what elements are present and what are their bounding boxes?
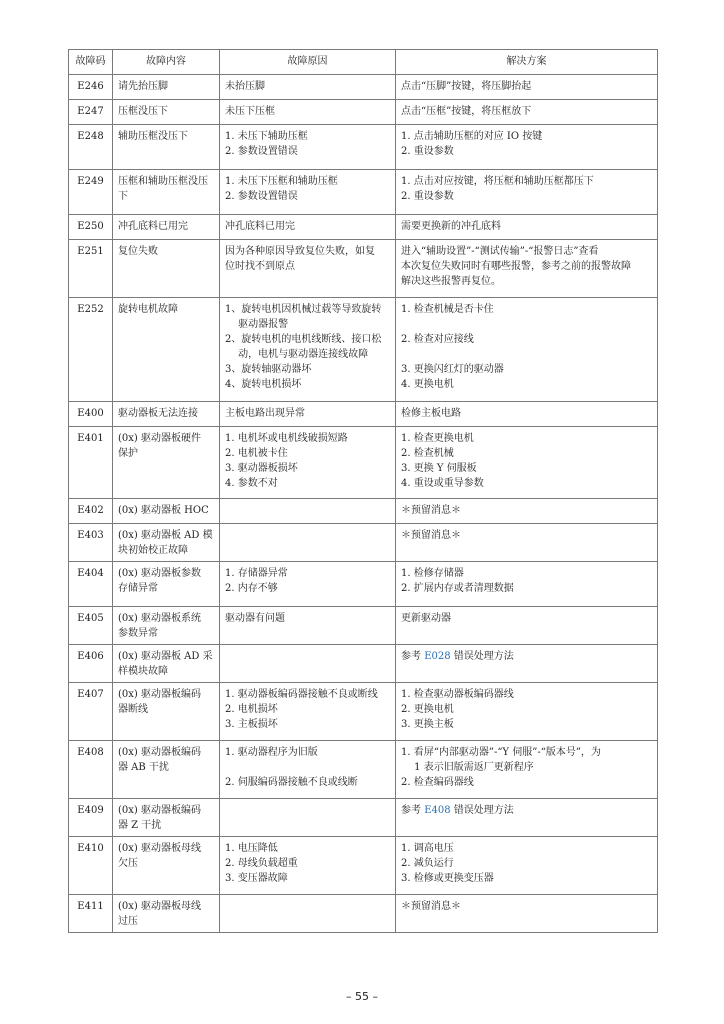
solution-line: 2. 检查对应接线 [401,334,474,345]
table-row [69,837,658,895]
content-line: (0x) 驱动器板母线 [118,901,201,912]
cause-line: 2. 内存不够 [225,583,278,594]
fault-code-cell: E411 [69,895,113,933]
solution-line: 3. 更换主板 [401,719,454,730]
fault-cause-cell [220,645,396,683]
solution-cell [396,683,658,741]
error-reference-link[interactable]: E408 [424,805,451,816]
solution-line [401,649,652,664]
fault-cause-cell [220,524,396,562]
cause-line: 2、旋转电机的电机线断线、接口松 [225,334,382,345]
cause-line: 位时找不到原点 [225,261,295,272]
table-row [69,499,658,524]
solution-line: 3. 更换闪红灯的驱动器 [401,364,504,375]
cause-line: 2. 电机被卡住 [225,448,288,459]
fault-content-cell [113,170,220,215]
solution-cell [396,100,658,125]
fault-code-cell: E403 [69,524,113,562]
table-row [69,402,658,427]
cause-line: 1. 电机坏或电机线破损短路 [225,433,348,444]
content-line: (0x) 驱动器板编码 [118,747,201,758]
cause-line: 主板电路出现异常 [225,408,305,419]
solution-line: 需要更换新的冲孔底料 [401,221,501,232]
cause-line: 4. 参数不对 [225,478,278,489]
fault-content-cell [113,837,220,895]
content-line: 旋转电机故障 [118,304,178,315]
header-fault-content: 故障内容 [113,50,220,75]
solution-line: 点击“压脚”按键，将压脚抬起 [401,81,532,92]
solution-line: 2. 检查编码器线 [401,777,474,788]
fault-content-cell [113,799,220,837]
table-row [69,683,658,741]
content-line: (0x) 驱动器板母线 [118,843,201,854]
solution-line: ＊预留消息＊ [401,505,461,516]
content-line: (0x) 驱动器板编码 [118,689,201,700]
fault-content-cell [113,75,220,100]
solution-cell [396,125,658,170]
solution-line: 2. 检查机械 [401,448,454,459]
fault-code-cell: E252 [69,298,113,402]
solution-line: ＊预留消息＊ [401,901,461,912]
cause-line [225,760,390,775]
table-row [69,895,658,933]
table-row [69,298,658,402]
fault-code-cell: E405 [69,607,113,645]
fault-content-cell [113,240,220,298]
solution-cell [396,562,658,607]
reference-text: 错误处理方法 [450,651,514,662]
reference-text: 参考 [401,805,425,816]
solution-line: 2. 重设参数 [401,191,454,202]
fault-cause-cell [220,402,396,427]
fault-content-cell [113,100,220,125]
table-row [69,427,658,499]
fault-content-cell [113,645,220,683]
fault-code-cell: E400 [69,402,113,427]
cause-line: 因为各种原因导致复位失败，如复 [225,246,375,257]
solution-line: 更新驱动器 [401,613,451,624]
table-row [69,170,658,215]
table-row [69,100,658,125]
solution-line: 2. 重设参数 [401,146,454,157]
solution-cell [396,402,658,427]
cause-line: 2. 母线负载超重 [225,858,298,869]
fault-content-cell [113,741,220,799]
cause-line: 动，电机与驱动器连接线故障 [225,349,369,360]
solution-cell [396,741,658,799]
cause-line: 3. 主板损坏 [225,719,278,730]
content-line: 器 Z 干扰 [118,820,162,831]
cause-line: 1、旋转电机因机械过载等导致旋转 [225,304,382,315]
fault-content-cell [113,125,220,170]
cause-line: 3. 驱动器板损坏 [225,463,298,474]
solution-cell [396,799,658,837]
cause-line: 1. 驱动器板编码器接触不良或断线 [225,689,378,700]
page-number: – 55 – [346,990,378,1003]
fault-cause-cell [220,125,396,170]
content-line: 辅助压框没压下 [118,131,188,142]
content-line: (0x) 驱动器板系统 [118,613,201,624]
content-line: 参数异常 [118,628,158,639]
cause-line: 2. 参数设置错误 [225,191,298,202]
solution-cell [396,75,658,100]
content-line: 驱动器板无法连接 [118,408,198,419]
fault-cause-cell [220,837,396,895]
cause-line: 1. 未压下压框和辅助压框 [225,176,338,187]
fault-cause-cell [220,799,396,837]
fault-code-table [68,49,658,933]
solution-cell [396,524,658,562]
cause-line: 4、旋转电机损坏 [225,379,302,390]
reference-text: 参考 [401,651,425,662]
fault-code-cell: E402 [69,499,113,524]
solution-line: 2. 更换电机 [401,704,454,715]
fault-cause-cell [220,170,396,215]
solution-cell [396,170,658,215]
solution-line: 进入“辅助设置”-“测试传输”-“报警日志”查看 [401,246,599,257]
header-fault-cause: 故障原因 [220,50,396,75]
cause-line: 1. 未压下辅助压框 [225,131,308,142]
solution-cell [396,298,658,402]
solution-cell [396,240,658,298]
table-row [69,562,658,607]
fault-code-cell: E410 [69,837,113,895]
fault-content-cell [113,562,220,607]
fault-content-cell [113,895,220,933]
table-row [69,741,658,799]
fault-content-cell [113,298,220,402]
fault-cause-cell [220,427,396,499]
fault-content-cell [113,402,220,427]
solution-line: 本次复位失败同时有哪些报警，参考之前的报警故障 [401,261,631,272]
fault-code-cell: E409 [69,799,113,837]
fault-code-cell: E250 [69,215,113,240]
solution-line [401,317,652,332]
error-reference-link[interactable]: E028 [424,651,451,662]
content-line: 存储异常 [118,583,158,594]
fault-code-cell: E246 [69,75,113,100]
fault-cause-cell [220,100,396,125]
fault-code-cell: E249 [69,170,113,215]
solution-line: 2. 扩展内存或者清理数据 [401,583,514,594]
solution-line: ＊预留消息＊ [401,530,461,541]
fault-content-cell [113,215,220,240]
header-fault-code: 故障码 [69,50,113,75]
content-line: 请先抬压脚 [118,81,168,92]
content-line: 保护 [118,448,138,459]
cause-line: 3、旋转轴驱动器坏 [225,364,312,375]
fault-content-cell [113,499,220,524]
content-line: (0x) 驱动器板 HOC [118,505,209,516]
table-row [69,799,658,837]
fault-code-cell: E408 [69,741,113,799]
fault-content-cell [113,607,220,645]
content-line: 样模块故障 [118,666,168,677]
content-line: 过压 [118,916,138,927]
content-line: 欠压 [118,858,138,869]
fault-cause-cell [220,298,396,402]
fault-code-cell: E404 [69,562,113,607]
table-row [69,240,658,298]
table-row [69,215,658,240]
cause-line: 未抬压脚 [225,81,265,92]
solution-line: 1. 看屏“内部驱动器”-“Y 伺服”-“版本号”，为 [401,747,601,758]
solution-line: 1. 检查更换电机 [401,433,474,444]
cause-line: 2. 电机损坏 [225,704,278,715]
content-line: (0x) 驱动器板编码 [118,805,201,816]
fault-code-cell: E406 [69,645,113,683]
fault-cause-cell [220,895,396,933]
solution-cell [396,837,658,895]
table-row [69,645,658,683]
solution-line: 1. 检修存储器 [401,568,464,579]
cause-line: 1. 驱动器程序为旧版 [225,747,318,758]
content-line: 器断线 [118,704,148,715]
solution-line: 解决这些报警再复位。 [401,276,501,287]
cause-line: 1. 存储器异常 [225,568,288,579]
fault-code-cell: E407 [69,683,113,741]
fault-cause-cell [220,240,396,298]
cause-line: 1. 电压降低 [225,843,278,854]
fault-cause-cell [220,75,396,100]
cause-line: 3. 变压器故障 [225,873,288,884]
table-row [69,75,658,100]
content-line: 压框没压下 [118,106,168,117]
solution-line: 4. 更换电机 [401,379,454,390]
content-line: (0x) 驱动器板 AD 模 [118,530,213,541]
cause-line: 2. 参数设置错误 [225,146,298,157]
cause-line: 驱动器有问题 [225,613,285,624]
fault-cause-cell [220,215,396,240]
fault-cause-cell [220,562,396,607]
cause-line: 冲孔底料已用完 [225,221,295,232]
cause-line: 2. 伺服编码器接触不良或线断 [225,777,358,788]
fault-content-cell [113,524,220,562]
solution-line: 2. 减负运行 [401,858,454,869]
fault-cause-cell [220,499,396,524]
solution-line: 3. 更换 Y 伺服板 [401,463,477,474]
cause-line: 驱动器报警 [225,319,289,330]
content-line: 下 [118,191,128,202]
content-line: (0x) 驱动器板硬件 [118,433,201,444]
solution-line: 检修主板电路 [401,408,461,419]
fault-cause-cell [220,741,396,799]
solution-line: 1. 检查驱动器板编码器线 [401,689,514,700]
content-line: 块初始校正故障 [118,545,188,556]
content-line: (0x) 驱动器板 AD 采 [118,651,213,662]
fault-code-cell: E251 [69,240,113,298]
header-solution: 解决方案 [396,50,658,75]
solution-cell [396,895,658,933]
solution-cell [396,427,658,499]
fault-code-cell: E248 [69,125,113,170]
fault-code-cell: E247 [69,100,113,125]
content-line: (0x) 驱动器板参数 [118,568,201,579]
content-line: 压框和辅助压框没压 [118,176,208,187]
solution-line: 3. 检修或更换变压器 [401,873,494,884]
solution-line: 1. 点击辅助压框的对应 IO 按键 [401,131,543,142]
solution-line: 4. 重设或重导参数 [401,478,484,489]
table-header-row [69,50,658,75]
solution-cell [396,499,658,524]
fault-content-cell [113,683,220,741]
solution-line: 1. 调高电压 [401,843,454,854]
fault-code-cell: E401 [69,427,113,499]
solution-cell [396,645,658,683]
table-row [69,607,658,645]
solution-line: 1. 点击对应按键，将压框和辅助压框都压下 [401,176,594,187]
solution-line [401,803,652,818]
solution-line: 1 表示旧版需返厂更新程序 [401,762,534,773]
reference-text: 错误处理方法 [450,805,514,816]
cause-line: 未压下压框 [225,106,275,117]
solution-cell [396,215,658,240]
content-line: 复位失败 [118,246,158,257]
table-row [69,524,658,562]
table-row [69,125,658,170]
content-line: 器 AB 干扰 [118,762,169,773]
solution-line: 点击“压框”按键，将压框放下 [401,106,532,117]
fault-cause-cell [220,683,396,741]
solution-cell [396,607,658,645]
fault-cause-cell [220,607,396,645]
content-line: 冲孔底料已用完 [118,221,188,232]
fault-content-cell [113,427,220,499]
solution-line: 1. 检查机械是否卡住 [401,304,494,315]
solution-line [401,347,652,362]
